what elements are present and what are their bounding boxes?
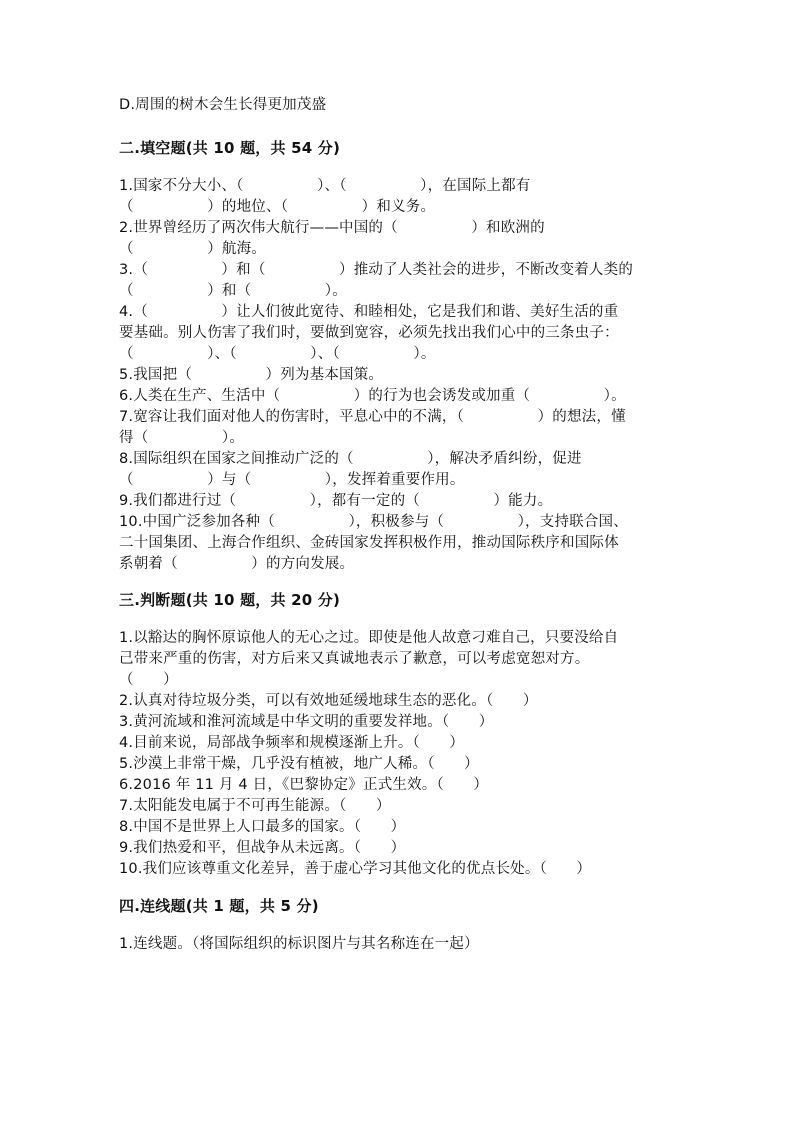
matching-line: 1.连线题。（将国际组织的标识图片与其名称连在一起）	[119, 936, 479, 952]
fill-blank-line: 1.国家不分大小、（ ）、（ ），在国际上都有	[119, 178, 531, 194]
fill-blank-line: （ ）与（ ），发挥着重要作用。	[119, 472, 465, 488]
fill-blank-line: （ ）的地位、（ ）和义务。	[119, 199, 436, 215]
fill-blank-line: 8.国际组织在国家之间推动广泛的（ ），解决矛盾纠纷，促进	[119, 451, 582, 467]
fill-blank-line: 得（ ）。	[119, 430, 245, 446]
fill-blank-line: 3.（ ）和（ ）推动了人类社会的进步，不断改变着人类的	[119, 262, 634, 278]
true-false-line: 2.认真对待垃圾分类，可以有效地延缓地球生态的恶化。（ ）	[119, 693, 538, 709]
fill-blank-line: 7.宽容让我们面对他人的伤害时，平息心中的不满，（ ）的想法，懂	[119, 409, 626, 425]
fill-blank-line: 要基础。别人伤害了我们时，要做到宽容，必须先找出我们心中的三条虫子：	[119, 325, 619, 341]
true-false-line: （ ）	[119, 672, 178, 688]
section-heading-fill-blank: 二.填空题(共 10 题，共 54 分)	[119, 139, 341, 157]
fill-blank-line: （ ）和（ ）。	[119, 283, 347, 299]
true-false-line: 6.2016 年 11 月 4 日，《巴黎协定》正式生效。（ ）	[119, 777, 489, 793]
section-heading-true-false: 三.判断题(共 10 题，共 20 分)	[119, 591, 341, 609]
section-heading-matching: 四.连线题(共 1 题，共 5 分)	[119, 897, 319, 915]
fill-blank-line: 系朝着（ ）的方向发展。	[119, 556, 355, 572]
fill-blank-line: 10.中国广泛参加各种（ ），积极参与（ ），支持联合国、	[119, 514, 628, 530]
true-false-line: 5.沙漠上非常干燥，几乎没有植被，地广人稀。（ ）	[119, 756, 479, 772]
true-false-line: 1.以豁达的胸怀原谅他人的无心之过。即使是他人故意刁难自己，只要没给自	[119, 630, 619, 646]
fill-blank-line: （ ）、（ ）、（ ）。	[119, 346, 436, 362]
fill-blank-line: （ ）航海。	[119, 241, 266, 257]
fill-blank-line: 2.世界曾经历了两次伟大航行——中国的（ ）和欧洲的	[119, 220, 545, 236]
fill-blank-line: 4.（ ）让人们彼此宽待、和睦相处，它是我们和谐、美好生活的重	[119, 304, 619, 320]
true-false-line: 10.我们应该尊重文化差异，善于虚心学习其他文化的优点长处。（ ）	[119, 861, 592, 877]
fill-blank-line: 二十国集团、上海合作组织、金砖国家发挥积极作用，推动国际秩序和国际体	[119, 535, 619, 551]
true-false-line: 3.黄河流域和淮河流域是中华文明的重要发祥地。（ ）	[119, 714, 494, 730]
true-false-line: 9.我们热爱和平，但战争从未远离。（ ）	[119, 840, 406, 856]
true-false-line: 己带来严重的伤害，对方后来又真诚地表示了歉意，可以考虑宽恕对方。	[119, 651, 590, 667]
fill-blank-line: 9.我们都进行过（ ），都有一定的（ ）能力。	[119, 493, 553, 509]
true-false-line: 4.目前来说，局部战争频率和规模逐渐上升。（ ）	[119, 735, 465, 751]
fill-blank-line: 5.我国把（ ）列为基本国策。	[119, 367, 384, 383]
answer-option-d: D.周围的树木会生长得更加茂盛	[119, 97, 327, 113]
true-false-line: 8.中国不是世界上人口最多的国家。（ ）	[119, 819, 406, 835]
true-false-line: 7.太阳能发电属于不可再生能源。（ ）	[119, 798, 391, 814]
fill-blank-line: 6.人类在生产、生活中（ ）的行为也会诱发或加重（ ）。	[119, 388, 626, 404]
